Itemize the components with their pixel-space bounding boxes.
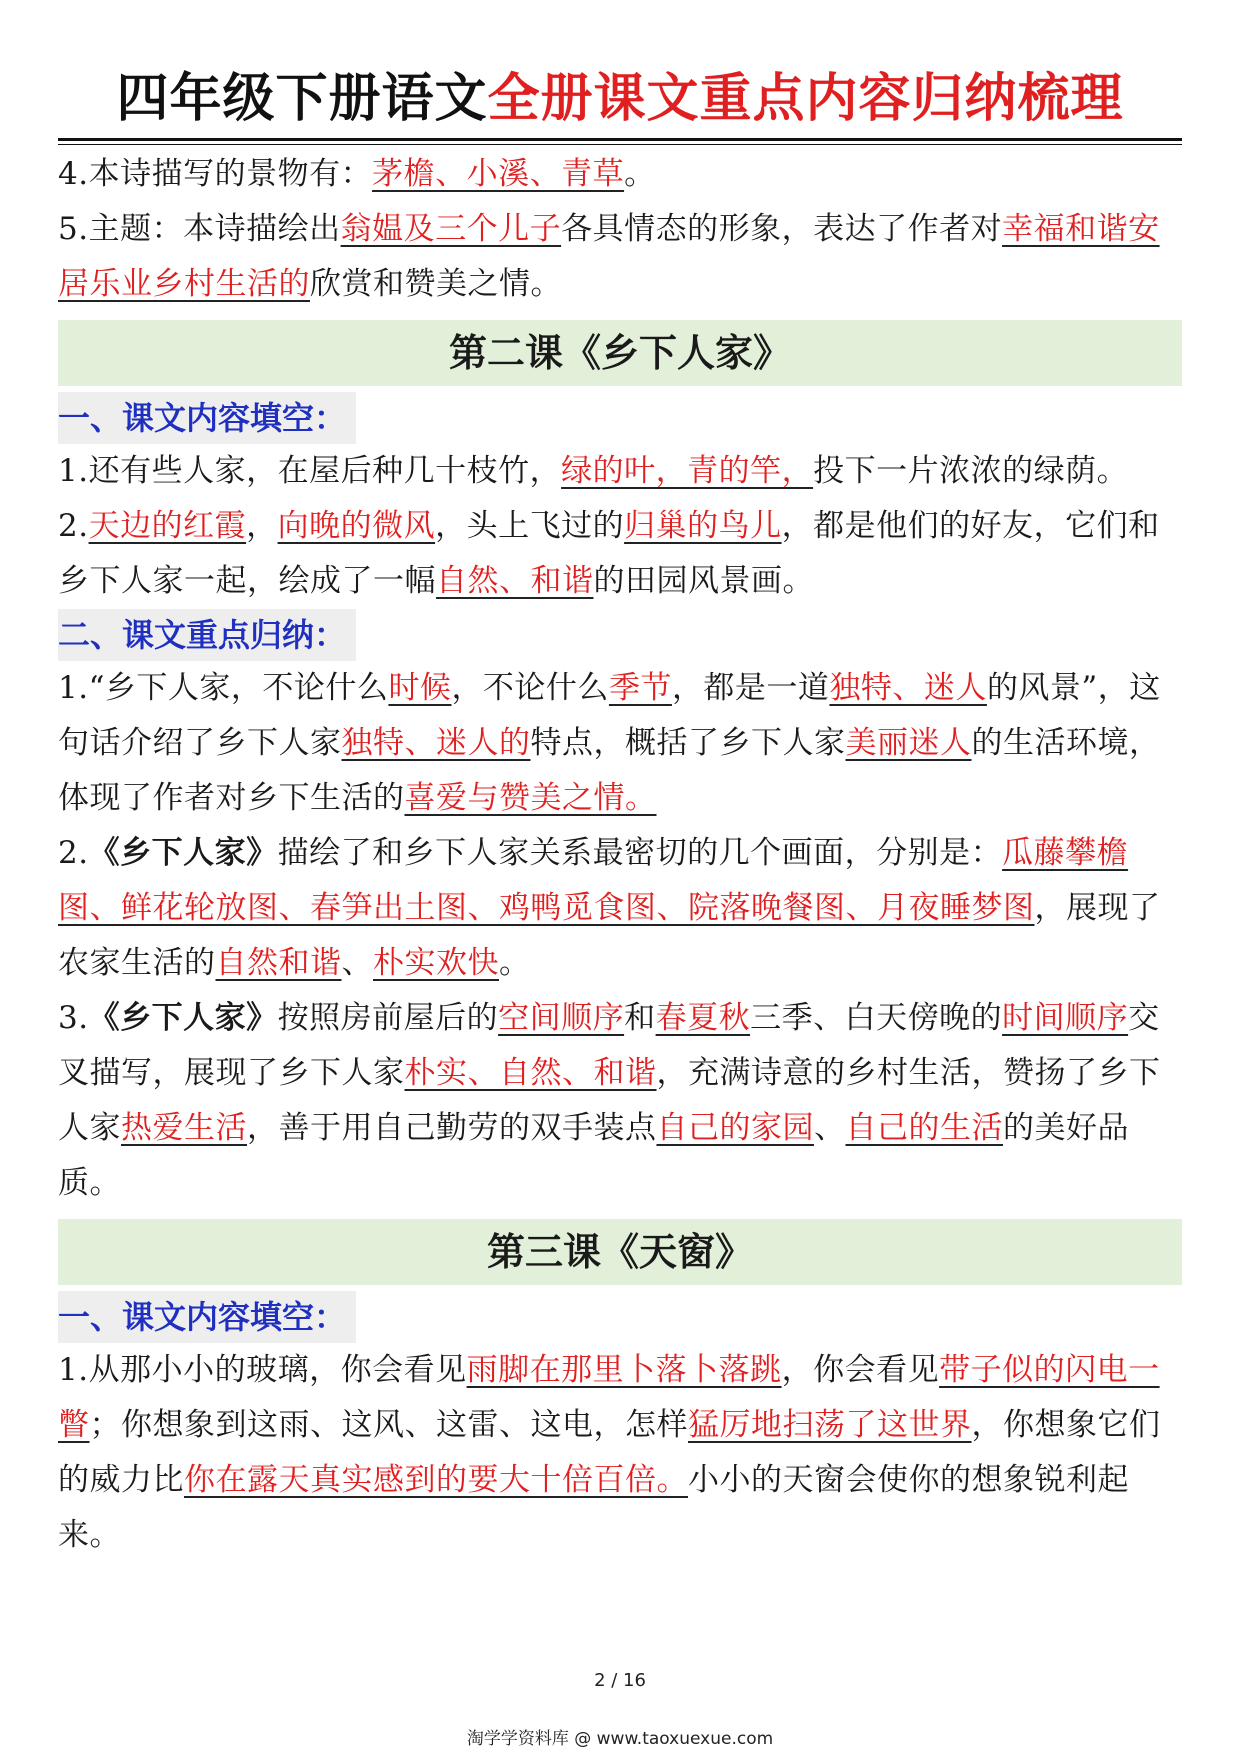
document-page xyxy=(58,66,1182,1563)
answer: 朴实、自然、和谐 xyxy=(404,1055,657,1091)
answer: 春夏秋 xyxy=(655,1000,751,1036)
text: 2. xyxy=(58,508,89,544)
answer: 瓜藤攀檐图、鲜花轮放图、春笋出土图、鸡鸭觅食图、院落晚餐图、月夜睡梦图 xyxy=(58,835,1129,926)
page-title xyxy=(58,66,1182,132)
lesson3-section1-label: 一、课文内容填空： xyxy=(58,1291,356,1343)
text: 投下一片浓浓的绿荫。 xyxy=(813,453,1129,489)
text: ，都是一道 xyxy=(671,670,830,706)
text: 。 xyxy=(499,945,531,981)
lesson2-fill1 xyxy=(58,444,1182,499)
text: 4.本诗描写的景物有： xyxy=(58,156,373,192)
book-title: 《乡下人家》 xyxy=(88,1000,278,1036)
text: 3. xyxy=(58,1000,89,1036)
text: 和 xyxy=(624,1000,656,1036)
answer: 翁媪及三个儿子 xyxy=(340,211,562,247)
text: 小小的天窗会使你的想象锐利起来。 xyxy=(58,1462,1129,1553)
lesson2-title: 第二课《乡下人家》 xyxy=(58,320,1182,386)
answer: 带子似的闪电一瞥 xyxy=(58,1352,1160,1443)
text: ，你会看见 xyxy=(781,1352,940,1388)
text: ，你想象它们的威力比 xyxy=(58,1407,1161,1498)
text: ；你想象到这雨、这风、这雷、这电，怎样 xyxy=(89,1407,688,1443)
text: 的风景”，这句话介绍了乡下人家 xyxy=(58,670,1161,761)
answer: 自己的生活 xyxy=(845,1110,1003,1146)
answer: 绿的叶，青的竿， xyxy=(561,453,814,489)
lesson2-fill2 xyxy=(58,499,1182,609)
answer: 雨脚在那里卜落卜落跳 xyxy=(466,1352,782,1388)
answer: 猛厉地扫荡了这世界 xyxy=(688,1407,972,1443)
lesson2-section2-label: 二、课文重点归纳： xyxy=(58,609,356,661)
text: 的田园风景画。 xyxy=(593,563,814,599)
text: 、 xyxy=(341,945,373,981)
answer: 独特、迷人 xyxy=(829,670,987,706)
answer: 喜爱与赞美之情。 xyxy=(404,780,657,816)
answer: 季节 xyxy=(608,670,672,706)
lesson2-point2 xyxy=(58,826,1182,991)
lesson3-fill1 xyxy=(58,1343,1182,1563)
page-number: 2 / 16 xyxy=(594,1670,646,1691)
lesson2-point3 xyxy=(58,991,1182,1211)
answer: 幸福和谐安居乐业乡村生活的 xyxy=(58,211,1160,302)
answer: 空间顺序 xyxy=(498,1000,625,1036)
source-watermark: 淘学学资料库 @ www.taoxuexue.com xyxy=(466,1729,774,1749)
text: 欣赏和赞美之情。 xyxy=(310,266,562,302)
text: 。 xyxy=(624,156,656,192)
answer: 时间顺序 xyxy=(1002,1000,1129,1036)
lesson3-title: 第三课《天窗》 xyxy=(58,1219,1182,1285)
text: ，展现了农家生活的 xyxy=(58,890,1161,981)
answer: 美丽迷人 xyxy=(845,725,972,761)
text: 特点，概括了乡下人家 xyxy=(530,725,846,761)
text: 各具情态的形象，表达了作者对 xyxy=(561,211,1003,247)
answer: 你在露天真实感到的要大十倍百倍。 xyxy=(184,1462,688,1498)
answer: 天边的红霞 xyxy=(88,508,247,544)
lesson1-item5 xyxy=(58,202,1182,312)
answer: 自己的家园 xyxy=(656,1110,814,1146)
text: 三季、白天傍晚的 xyxy=(750,1000,1003,1036)
text: 1.还有些人家，在屋后种几十枝竹， xyxy=(58,453,562,489)
answer: 自然、和谐 xyxy=(436,563,594,599)
lesson1-item4 xyxy=(58,147,1182,202)
text: 5.主题：本诗描绘出 xyxy=(58,211,341,247)
answer: 茅檐、小溪、青草 xyxy=(372,156,625,192)
text: 1.“乡下人家，不论什么 xyxy=(58,670,389,706)
answer: 热爱生活 xyxy=(121,1110,247,1146)
text: ，善于用自己勤劳的双手装点 xyxy=(247,1110,657,1146)
text: 按照房前屋后的 xyxy=(277,1000,499,1036)
text: 交叉描写，展现了乡下人家 xyxy=(58,1000,1160,1091)
title-double-rule xyxy=(58,138,1182,145)
text: ，头上飞过的 xyxy=(435,508,625,544)
title-black-part: 四年级下册语文 xyxy=(116,69,488,129)
lesson2-section1-label: 一、课文内容填空： xyxy=(58,392,356,444)
text: ，不论什么 xyxy=(451,670,609,706)
text: 、 xyxy=(814,1110,846,1146)
lesson2-point1 xyxy=(58,661,1182,826)
text: 描绘了和乡下人家关系最密切的几个画面，分别是： xyxy=(277,835,1003,871)
answer: 独特、迷人的 xyxy=(341,725,531,761)
text: ，充满诗意的乡村生活，赞扬了乡下人家 xyxy=(58,1055,1161,1146)
answer: 归巢的鸟儿 xyxy=(624,508,782,544)
answer: 朴实欢快 xyxy=(373,945,499,981)
text: 的生活环境，体现了作者对乡下生活的 xyxy=(58,725,1161,816)
answer: 向晚的微风 xyxy=(277,508,436,544)
book-title: 《乡下人家》 xyxy=(88,835,278,871)
answer: 自然和谐 xyxy=(215,945,342,981)
text: 的美好品质。 xyxy=(58,1110,1129,1201)
text: ， xyxy=(246,508,278,544)
title-red-part: 全册课文重点内容归纳梳理 xyxy=(487,69,1124,129)
text: ，都是他们的好友，它们和乡下人家一起，绘成了一幅 xyxy=(58,508,1160,599)
text: 2. xyxy=(58,835,89,871)
text: 1.从那小小的玻璃，你会看见 xyxy=(58,1352,467,1388)
answer: 时候 xyxy=(388,670,452,706)
